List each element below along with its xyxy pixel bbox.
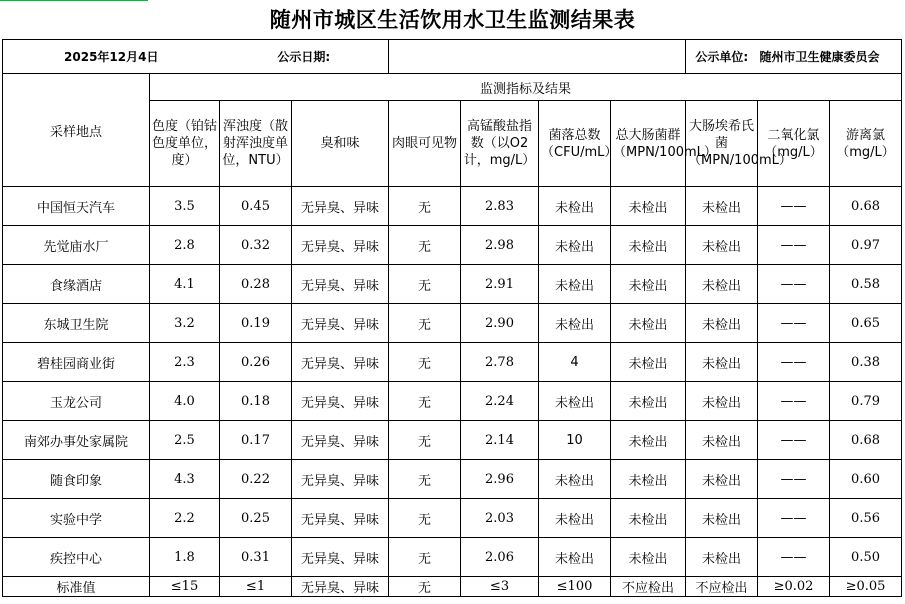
cell-color: 2.2	[150, 499, 220, 538]
selection-corner-marker	[0, 0, 148, 1]
table-row	[3, 265, 902, 304]
cell-odor: 无异臭、异味	[292, 460, 389, 499]
cell-free-cl: 0.68	[830, 421, 902, 460]
cell-free-cl: 0.60	[830, 460, 902, 499]
cell-visible: 无	[389, 499, 461, 538]
cell-permanganate: 2.24	[461, 382, 539, 421]
report-date: 2025年12月4日	[3, 40, 220, 74]
header-turbidity: 浑浊度（散射浑浊度单位，NTU）	[220, 101, 292, 187]
cell-turbidity: 0.17	[220, 421, 292, 460]
cell-permanganate: 2.98	[461, 226, 539, 265]
cell-clo2: ——	[758, 226, 830, 265]
cell-location: 疾控中心	[3, 538, 150, 577]
cell-clo2: ——	[758, 460, 830, 499]
results-table	[2, 39, 902, 597]
cell-ecoli: 未检出	[686, 265, 758, 304]
cell-permanganate: 2.03	[461, 499, 539, 538]
cell-odor: 无异臭、异味	[292, 304, 389, 343]
cell-visible: 无	[389, 304, 461, 343]
cell-odor: 无异臭、异味	[292, 538, 389, 577]
data-body	[3, 187, 902, 577]
cell-permanganate: 2.91	[461, 265, 539, 304]
cell-odor: 无异臭、异味	[292, 187, 389, 226]
publish-date-label: 公示日期:	[220, 40, 389, 74]
cell-colony: 未检出	[539, 460, 611, 499]
standard-row	[3, 577, 902, 597]
cell-free-cl: 0.97	[830, 226, 902, 265]
cell-turbidity: 0.22	[220, 460, 292, 499]
cell-permanganate: 2.83	[461, 187, 539, 226]
cell-location: 先觉庙水厂	[3, 226, 150, 265]
cell-turbidity: 0.28	[220, 265, 292, 304]
cell-visible: 无	[389, 421, 461, 460]
cell-clo2: ——	[758, 343, 830, 382]
standard-clo2: ≥0.02	[758, 577, 830, 597]
cell-color: 2.8	[150, 226, 220, 265]
cell-location: 实验中学	[3, 499, 150, 538]
standard-ecoli: 不应检出	[686, 577, 758, 597]
cell-free-cl: 0.56	[830, 499, 902, 538]
cell-coliform: 未检出	[611, 382, 686, 421]
cell-color: 3.2	[150, 304, 220, 343]
cell-ecoli: 未检出	[686, 343, 758, 382]
cell-colony: 未检出	[539, 382, 611, 421]
standard-odor: 无异臭、异味	[292, 577, 389, 597]
cell-color: 4.3	[150, 460, 220, 499]
header-ecoli: 大肠埃希氏菌（MPN/100mL）	[686, 101, 758, 187]
cell-color: 2.5	[150, 421, 220, 460]
table-row	[3, 421, 902, 460]
standard-coliform: 不应检出	[611, 577, 686, 597]
cell-visible: 无	[389, 382, 461, 421]
table-row	[3, 460, 902, 499]
cell-color: 3.5	[150, 187, 220, 226]
cell-clo2: ——	[758, 499, 830, 538]
standard-permanganate: ≤3	[461, 577, 539, 597]
table-row	[3, 226, 902, 265]
cell-clo2: ——	[758, 421, 830, 460]
cell-free-cl: 0.58	[830, 265, 902, 304]
cell-coliform: 未检出	[611, 421, 686, 460]
cell-permanganate: 2.06	[461, 538, 539, 577]
header-visible: 肉眼可见物	[389, 101, 461, 187]
cell-free-cl: 0.65	[830, 304, 902, 343]
table-row	[3, 187, 902, 226]
cell-coliform: 未检出	[611, 460, 686, 499]
cell-free-cl: 0.79	[830, 382, 902, 421]
cell-clo2: ——	[758, 265, 830, 304]
cell-coliform: 未检出	[611, 538, 686, 577]
cell-visible: 无	[389, 226, 461, 265]
cell-free-cl: 0.38	[830, 343, 902, 382]
header-group: 监测指标及结果	[150, 74, 902, 101]
standard-turbidity: ≤1	[220, 577, 292, 597]
cell-clo2: ——	[758, 382, 830, 421]
cell-location: 食缘酒店	[3, 265, 150, 304]
cell-odor: 无异臭、异味	[292, 499, 389, 538]
header-odor: 臭和味	[292, 101, 389, 187]
cell-turbidity: 0.45	[220, 187, 292, 226]
cell-ecoli: 未检出	[686, 499, 758, 538]
cell-location: 玉龙公司	[3, 382, 150, 421]
standard-visible: 无	[389, 577, 461, 597]
header-coliform: 总大肠菌群（MPN/100mL）	[611, 101, 686, 187]
header-colony: 菌落总数（CFU/mL）	[539, 101, 611, 187]
cell-free-cl: 0.68	[830, 187, 902, 226]
cell-colony: 未检出	[539, 187, 611, 226]
cell-colony: 未检出	[539, 538, 611, 577]
page-title: 随州市城区生活饮用水卫生监测结果表	[269, 7, 636, 32]
cell-coliform: 未检出	[611, 343, 686, 382]
cell-permanganate: 2.90	[461, 304, 539, 343]
cell-turbidity: 0.25	[220, 499, 292, 538]
cell-colony: 未检出	[539, 304, 611, 343]
cell-turbidity: 0.26	[220, 343, 292, 382]
cell-colony: 未检出	[539, 265, 611, 304]
meta-row	[3, 40, 902, 74]
cell-coliform: 未检出	[611, 226, 686, 265]
cell-odor: 无异臭、异味	[292, 226, 389, 265]
cell-coliform: 未检出	[611, 499, 686, 538]
cell-odor: 无异臭、异味	[292, 343, 389, 382]
cell-odor: 无异臭、异味	[292, 382, 389, 421]
cell-odor: 无异臭、异味	[292, 265, 389, 304]
cell-ecoli: 未检出	[686, 382, 758, 421]
cell-color: 1.8	[150, 538, 220, 577]
cell-permanganate: 2.14	[461, 421, 539, 460]
standard-color: ≤15	[150, 577, 220, 597]
cell-visible: 无	[389, 187, 461, 226]
table-row	[3, 499, 902, 538]
cell-color: 2.3	[150, 343, 220, 382]
cell-ecoli: 未检出	[686, 304, 758, 343]
cell-ecoli: 未检出	[686, 226, 758, 265]
standard-free-cl: ≥0.05	[830, 577, 902, 597]
publish-date-value	[389, 40, 686, 74]
header-free-cl: 游离氯（mg/L）	[830, 101, 902, 187]
header-color: 色度（铂钴色度单位，度）	[150, 101, 220, 187]
cell-colony: 4	[539, 343, 611, 382]
cell-color: 4.0	[150, 382, 220, 421]
cell-permanganate: 2.78	[461, 343, 539, 382]
table-row	[3, 382, 902, 421]
cell-visible: 无	[389, 343, 461, 382]
cell-location: 随食印象	[3, 460, 150, 499]
cell-clo2: ——	[758, 187, 830, 226]
cell-color: 4.1	[150, 265, 220, 304]
cell-visible: 无	[389, 538, 461, 577]
publisher-value: 随州市卫生健康委员会	[758, 40, 902, 74]
cell-ecoli: 未检出	[686, 538, 758, 577]
cell-clo2: ——	[758, 538, 830, 577]
cell-location: 南郊办事处家属院	[3, 421, 150, 460]
cell-colony: 未检出	[539, 499, 611, 538]
standard-colony: ≤100	[539, 577, 611, 597]
cell-ecoli: 未检出	[686, 421, 758, 460]
cell-turbidity: 0.31	[220, 538, 292, 577]
standard-label: 标准值	[3, 577, 150, 597]
cell-turbidity: 0.19	[220, 304, 292, 343]
header-permanganate: 高锰酸盐指数（以O2计，mg/L）	[461, 101, 539, 187]
cell-coliform: 未检出	[611, 304, 686, 343]
cell-colony: 10	[539, 421, 611, 460]
cell-coliform: 未检出	[611, 265, 686, 304]
cell-turbidity: 0.32	[220, 226, 292, 265]
table-row	[3, 304, 902, 343]
cell-ecoli: 未检出	[686, 460, 758, 499]
cell-location: 碧桂园商业街	[3, 343, 150, 382]
cell-colony: 未检出	[539, 226, 611, 265]
cell-free-cl: 0.50	[830, 538, 902, 577]
cell-ecoli: 未检出	[686, 187, 758, 226]
table-row	[3, 343, 902, 382]
publisher-label: 公示单位:	[686, 40, 758, 74]
cell-location: 中国恒天汽车	[3, 187, 150, 226]
cell-coliform: 未检出	[611, 187, 686, 226]
header-location: 采样地点	[3, 74, 150, 187]
header-clo2: 二氧化氯（mg/L）	[758, 101, 830, 187]
cell-odor: 无异臭、异味	[292, 421, 389, 460]
cell-turbidity: 0.18	[220, 382, 292, 421]
cell-clo2: ——	[758, 304, 830, 343]
cell-visible: 无	[389, 460, 461, 499]
table-row	[3, 538, 902, 577]
cell-visible: 无	[389, 265, 461, 304]
header-group-row	[3, 74, 902, 101]
cell-location: 东城卫生院	[3, 304, 150, 343]
cell-permanganate: 2.96	[461, 460, 539, 499]
